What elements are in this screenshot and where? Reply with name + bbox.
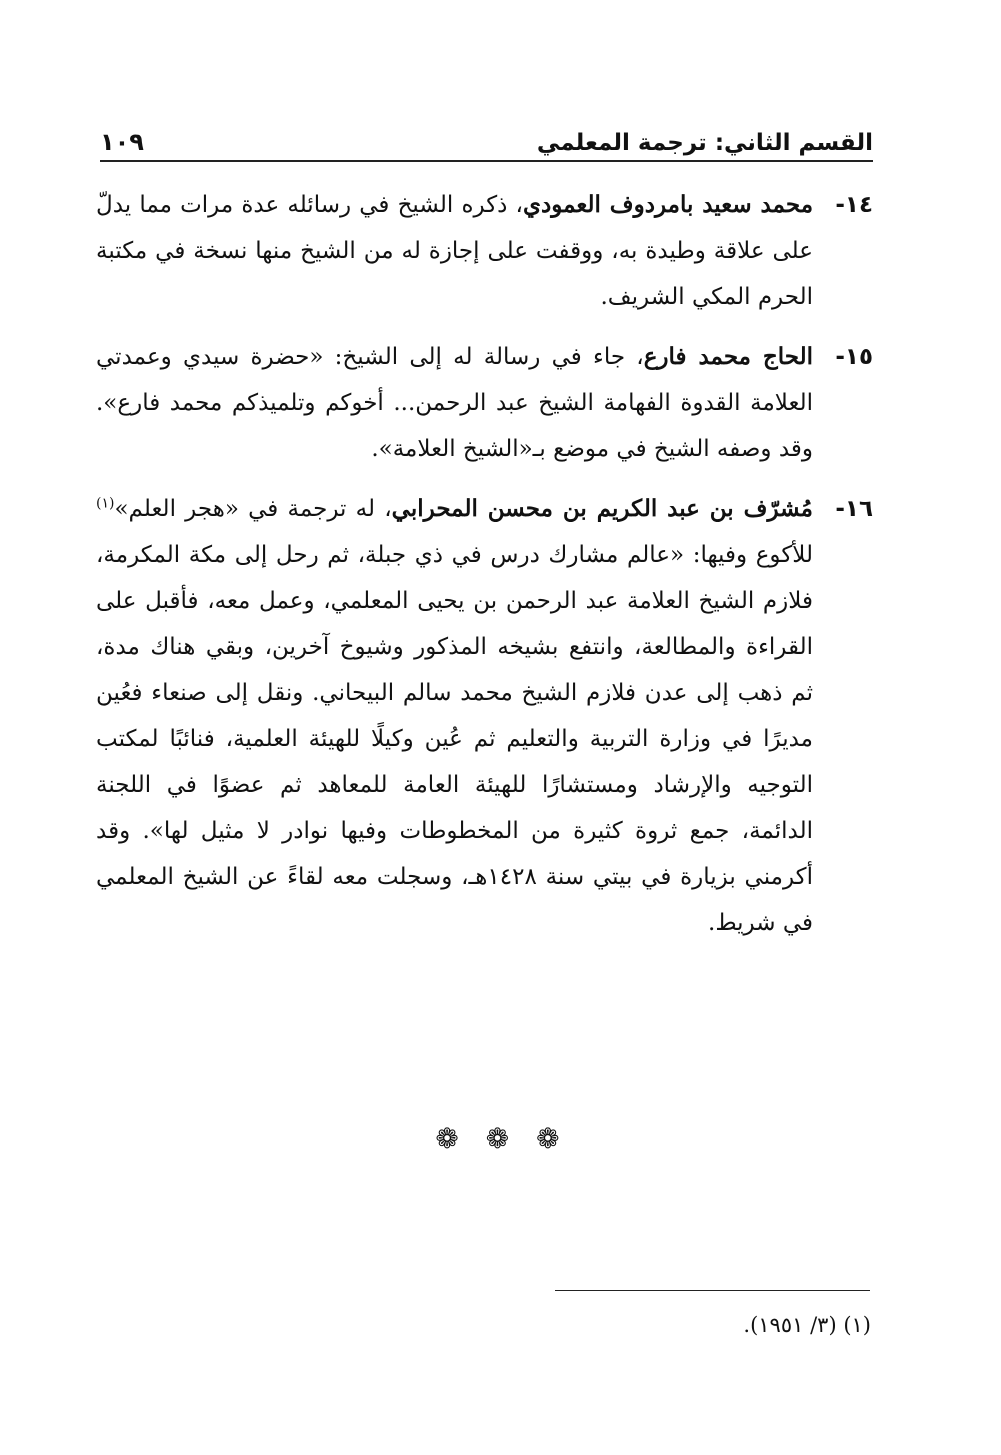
entry-text: ، ذكره الشيخ في رسائله عدة مرات مما يدلّ على علاقة وطيدة به، ووقفت على إجازة له من الشيخ منها نسخة في مكتبة الحرم المكي الشريف. xyxy=(96,192,813,310)
ornament-icon: ❁ xyxy=(485,1122,516,1155)
entry-name: محمد سعيد بامردوف العمودي xyxy=(522,191,814,218)
entry-number: ١٤- xyxy=(835,192,873,218)
footnote-reference[interactable]: (١) xyxy=(96,495,115,512)
section-divider-ornaments xyxy=(0,1122,1001,1155)
ornament-icon: ❁ xyxy=(536,1122,566,1155)
header-rule xyxy=(100,160,873,162)
entry-text: ، جاء في رسالة له إلى الشيخ: «حضرة سيدي وعمدتي العلامة القدوة الفهامة الشيخ عبد الرحمن... أخوكم وتلميذكم محمد فارع». وقد وصفه الشيخ في موضع بـ«الشيخ العلامة». xyxy=(96,344,813,462)
entry-15 xyxy=(96,334,873,472)
entry-text: ، له ترجمة في «هجر العلم» xyxy=(114,496,392,522)
entry-text-continued: للأكوع وفيها: «عالم مشارك درس في ذي جبلة، ثم رحل إلى مكة المكرمة، فلازم الشيخ العلامة عبد الرحمن بن يحيى المعلمي، وعمل معه، فأقبل على القراءة والمطالعة، وانتفع بشيخه المذكور وشيوخ آخرين، وبقي هناك مدة، ثم ذهب إلى عدن فلازم الشيخ محمد سالم البيحاني. ونقل إلى صنعاء فعُين مديرًا في وزارة التربية والتعليم ثم عُين وكيلًا للهيئة العلمية، فنائبًا لمكتب التوجيه والإرشاد ومستشارًا للهيئة العامة للمعاهد ثم عضوًا في اللجنة الدائمة، جمع ثروة كثيرة من المخطوطات وفيها نوادر لا مثيل لها». وقد أكرمني بزيارة في بيتي سنة ١٤٢٨هـ، وسجلت معه لقاءً عن الشيخ المعلمي في شريط. xyxy=(96,542,813,936)
entry-name: الحاج محمد فارع xyxy=(643,343,813,370)
running-title: القسم الثاني: ترجمة المعلمي xyxy=(536,130,873,156)
page-header xyxy=(100,118,873,156)
entry-16 xyxy=(96,486,873,946)
footnote xyxy=(100,1308,871,1342)
entry-number: ١٦- xyxy=(835,496,873,522)
main-text xyxy=(96,182,873,960)
footnote-rule xyxy=(555,1290,870,1291)
entry-name: مُشرّف بن عبد الكريم بن محسن المحرابي xyxy=(391,495,813,522)
ornament-icon: ❁ xyxy=(435,1122,465,1155)
page-number: ١٠٩ xyxy=(100,128,144,156)
entry-14 xyxy=(96,182,873,320)
entry-number: ١٥- xyxy=(835,344,873,370)
footnote-text: (١) (٣/ ١٩٥١). xyxy=(743,1313,871,1337)
